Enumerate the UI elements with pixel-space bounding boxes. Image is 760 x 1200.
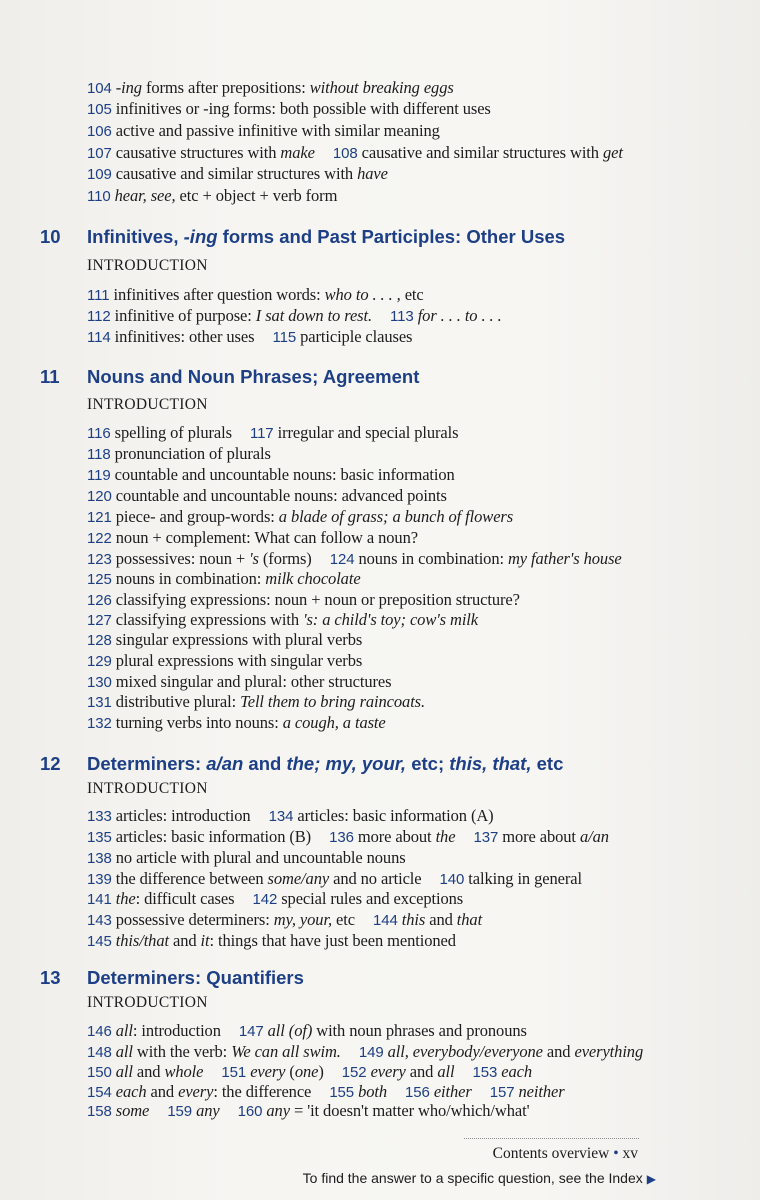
toc-line: 148 all with the verb: We can all swim. 149 all, everybody/everyone and everything: [87, 1042, 644, 1061]
toc-line: 104 -ing forms after prepositions: without breaking eggs: [87, 78, 454, 97]
toc-line: 121 piece- and group-words: a blade of grass; a bunch of flowers: [87, 507, 514, 526]
toc-line: 120 countable and uncountable nouns: advanced points: [87, 486, 447, 505]
chapter-heading: 12 Determiners: a/an and the; my, your, etc; this, that, etc: [40, 753, 564, 774]
toc-line: 129 plural expressions with singular verbs: [87, 651, 363, 670]
toc-line: 150 all and whole 151 every (one) 152 every and all 153 each: [87, 1062, 533, 1081]
toc-line: 119 countable and uncountable nouns: basic information: [87, 465, 455, 484]
toc-line: 143 possessive determiners: my, your, etc 144 this and that: [87, 910, 483, 929]
item-number: 105: [87, 101, 112, 118]
chapter-introduction: INTRODUCTION: [87, 257, 208, 274]
toc-line: 125 nouns in combination: milk chocolate: [87, 569, 361, 588]
item-number: 104: [87, 80, 112, 97]
toc-line: 158 some 159 any 160 any = 'it doesn't matter who/which/what': [87, 1101, 530, 1120]
chapter-heading: 11 Nouns and Noun Phrases; Agreement: [40, 366, 420, 387]
toc-line: 111 infinitives after question words: who to . . . , etc: [87, 285, 424, 304]
toc-line: 118 pronunciation of plurals: [87, 444, 271, 463]
toc-line: 127 classifying expressions with 's: a child's toy; cow's milk: [87, 610, 479, 629]
toc-line: 145 this/that and it: things that have just been mentioned: [87, 931, 456, 950]
chapter-heading: 10 Infinitives, -ing forms and Past Participles: Other Uses: [40, 226, 566, 247]
toc-line: 146 all: introduction 147 all (of) with noun phrases and pronouns: [87, 1021, 527, 1040]
item-number: 107: [87, 145, 112, 162]
chapter-heading: 13 Determiners: Quantifiers: [40, 967, 304, 988]
footer-page-label: Contents overview • xv: [492, 1145, 638, 1162]
toc-line: 130 mixed singular and plural: other structures: [87, 672, 392, 691]
toc-line: 139 the difference between some/any and no article 140 talking in general: [87, 869, 582, 888]
toc-line: 106 active and passive infinitive with similar meaning: [87, 121, 440, 140]
toc-line: 138 no article with plural and uncountable nouns: [87, 848, 406, 867]
item-number: 106: [87, 123, 112, 140]
toc-line: 116 spelling of plurals 117 irregular and special plurals: [87, 423, 459, 442]
item-number: 108: [332, 145, 358, 162]
toc-line: 154 each and every: the difference 155 both 156 either 157 neither: [87, 1082, 565, 1101]
chapter-introduction: INTRODUCTION: [87, 396, 208, 413]
toc-line: 133 articles: introduction 134 articles: basic information (A): [87, 806, 494, 825]
chapter-introduction: INTRODUCTION: [87, 994, 208, 1011]
toc-line: 126 classifying expressions: noun + noun or preposition structure?: [87, 590, 520, 609]
toc-line: 131 distributive plural: Tell them to bring raincoats.: [87, 692, 426, 711]
item-number: 109: [87, 166, 112, 183]
toc-line: 114 infinitives: other uses 115 participle clauses: [87, 327, 413, 346]
toc-line: 132 turning verbs into nouns: a cough, a taste: [87, 713, 386, 732]
toc-line: 135 articles: basic information (B) 136 more about the 137 more about a/an: [87, 827, 609, 846]
toc-line: 105 infinitives or -ing forms: both possible with different uses: [87, 99, 491, 118]
toc-line: 110 hear, see, etc + object + verb form: [87, 186, 338, 205]
toc-line: 107 causative structures with make 108 causative and similar structures with get: [87, 143, 623, 162]
page-number: xv: [622, 1145, 638, 1162]
toc-line: 122 noun + complement: What can follow a noun?: [87, 528, 418, 547]
arrow-right-icon: ▶: [646, 1172, 656, 1186]
toc-line: 123 possessives: noun + 's (forms) 124 nouns in combination: my father's house: [87, 549, 622, 568]
toc-line: 112 infinitive of purpose: I sat down to rest. 113 for . . . to . . .: [87, 306, 502, 325]
item-number: 110: [87, 188, 111, 205]
chapter-introduction: INTRODUCTION: [87, 780, 208, 797]
toc-line: 141 the: difficult cases 142 special rules and exceptions: [87, 889, 464, 908]
footer-divider: [464, 1138, 639, 1139]
index-note: To find the answer to a specific question, see the Index ▶: [302, 1170, 656, 1186]
toc-line: 109 causative and similar structures with have: [87, 164, 388, 183]
toc-line: 128 singular expressions with plural verbs: [87, 630, 363, 649]
